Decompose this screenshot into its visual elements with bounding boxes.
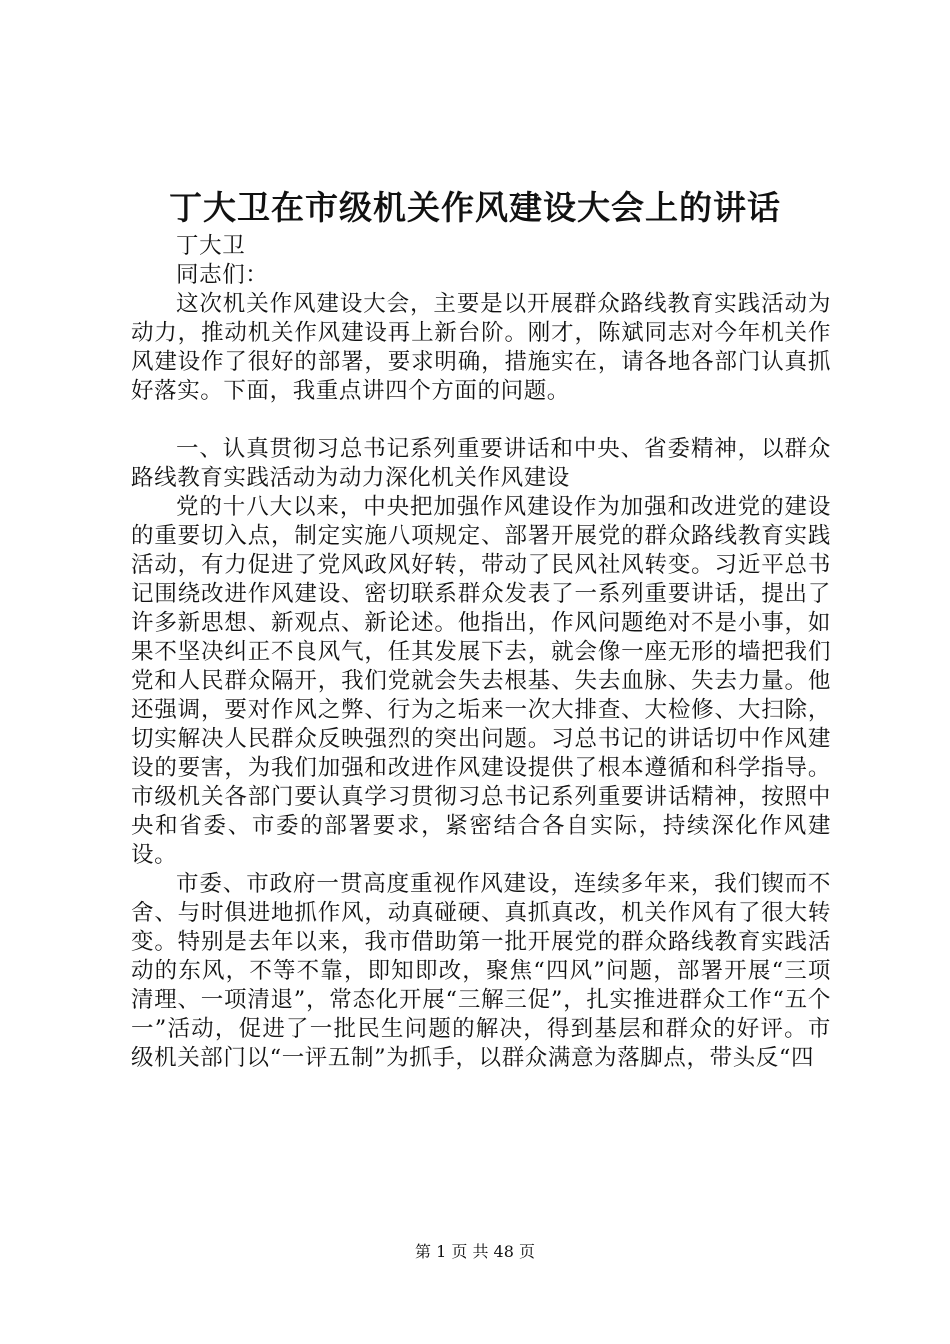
- salutation-line: 同志们：: [176, 262, 269, 288]
- author-line: 丁大卫: [176, 233, 246, 259]
- page-number-footer: 第 1 页 共 48 页: [415, 1242, 535, 1261]
- paragraph-city-work: 市委、市政府一贯高度重视作风建设，连续多年来，我们锲而不舍、与时俱进地抓作风，动真碰硬、真抓真改，机关作风有了很大转变。特别是去年以来，我市借助第一批开展党的群众路线教育实践活动的东风，不等不靠，即知即改，聚焦“四风”问题，部署开展“三项清理、一项清退”，常态化开展“三解三促”，扎实推进群众工作“五个一”活动，促进了一批民生问题的解决，得到基层和群众的好评。市级机关部门以“一评五制”为抓手，以群众满意为落脚点，带头反“四: [131, 871, 831, 1071]
- section-heading-1: 一、认真贯彻习总书记系列重要讲话和中央、省委精神，以群众路线教育实践活动为动力深化机关作风建设: [131, 436, 831, 491]
- paragraph-central-spirit: 党的十八大以来，中央把加强作风建设作为加强和改进党的建设的重要切入点，制定实施八项规定、部署开展党的群众路线教育实践活动，有力促进了党风政风好转，带动了民风社风转变。习近平总书记围绕改进作风建设、密切联系群众发表了一系列重要讲话，提出了许多新思想、新观点、新论述。他指出，作风问题绝对不是小事，如果不坚决纠正不良风气，任其发展下去，就会像一座无形的墙把我们党和人民群众隔开，我们党就会失去根基、失去血脉、失去力量。他还强调，要对作风之弊、行为之垢来一次大排查、大检修、大扫除，切实解决人民群众反映强烈的突出问题。习总书记的讲话切中作风建设的要害，为我们加强和改进作风建设提供了根本遵循和科学指导。市级机关各部门要认真学习贯彻习总书记系列重要讲话精神，按照中央和省委、市委的部署要求，紧密结合各自实际，持续深化作风建设。: [131, 494, 831, 868]
- document-title: 丁大卫在市级机关作风建设大会上的讲话: [169, 188, 781, 227]
- paragraph-intro: 这次机关作风建设大会，主要是以开展群众路线教育实践活动为动力，推动机关作风建设再上新台阶。刚才，陈斌同志对今年机关作风建设作了很好的部署，要求明确，措施实在，请各地各部门认真抓好落实。下面，我重点讲四个方面的问题。: [131, 291, 831, 404]
- document-body: [131, 232, 831, 1073]
